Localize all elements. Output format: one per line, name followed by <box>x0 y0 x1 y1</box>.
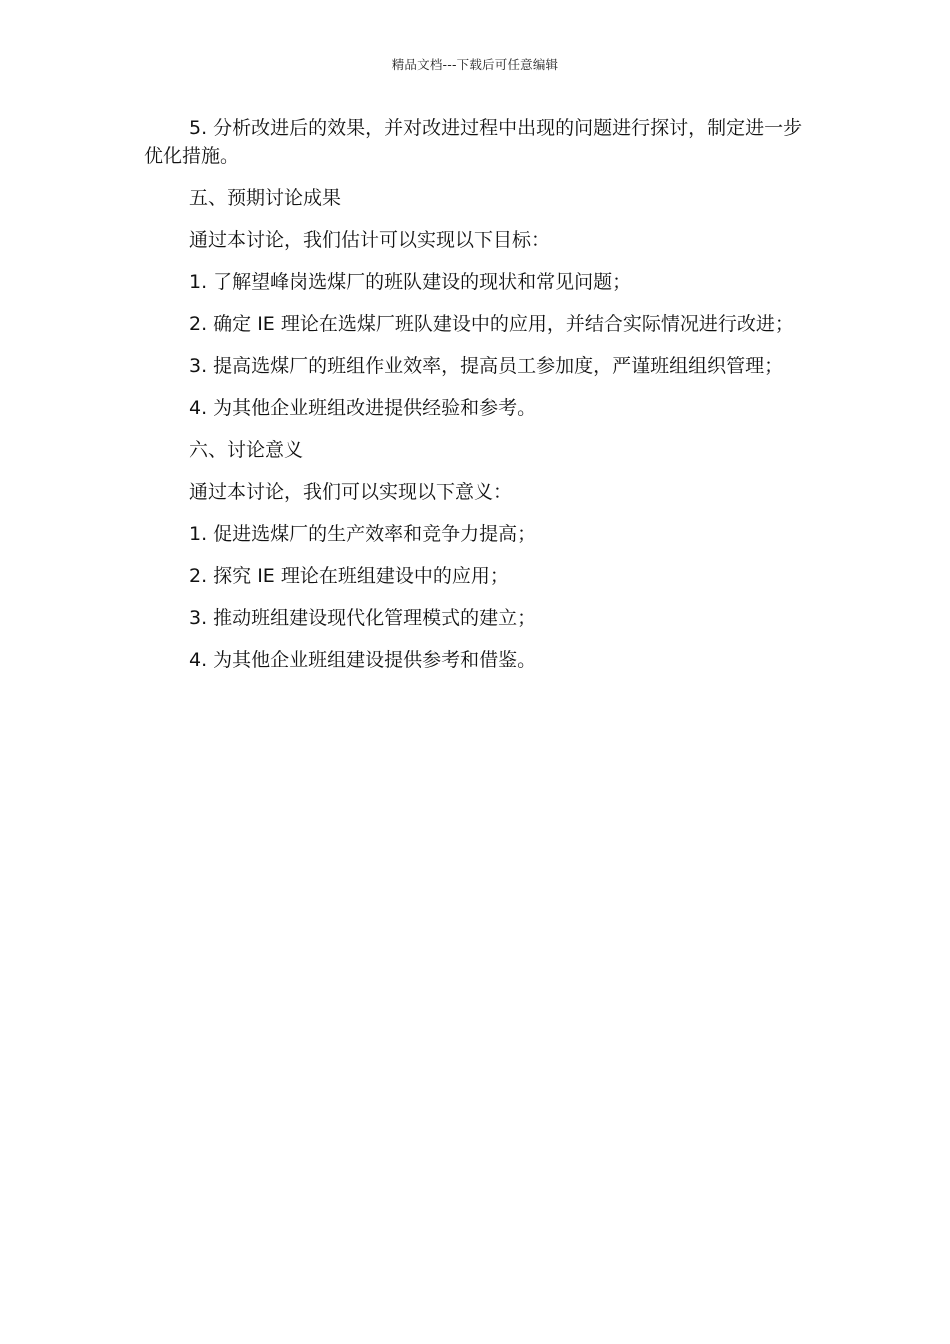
paragraph-significance-intro: 通过本讨论，我们可以实现以下意义： <box>189 481 513 503</box>
goal-item-3: 3. 提高选煤厂的班组作业效率，提高员工参加度，严谨班组组织管理； <box>189 355 784 377</box>
significance-item-2: 2. 探究 IE 理论在班组建设中的应用； <box>189 565 509 587</box>
page-header: 精品文档---下载后可任意编辑 <box>391 57 559 72</box>
section-heading-significance: 六、讨论意义 <box>189 439 304 461</box>
significance-item-3: 3. 推动班组建设现代化管理模式的建立； <box>189 607 537 629</box>
significance-item-1: 1. 促进选煤厂的生产效率和竞争力提高； <box>189 523 537 545</box>
goal-item-4: 4. 为其他企业班组改进提供经验和参考。 <box>189 397 537 419</box>
goal-item-2: 2. 确定 IE 理论在选煤厂班队建设中的应用，并结合实际情况进行改进； <box>189 313 794 335</box>
paragraph-item-5-analysis: 5. 分析改进后的效果，并对改进过程中出现的问题进行探讨，制定进一步优化措施。 <box>144 117 803 167</box>
document-body <box>144 114 806 674</box>
paragraph-goals-intro: 通过本讨论，我们估计可以实现以下目标： <box>189 229 551 251</box>
section-heading-expected-results: 五、预期讨论成果 <box>189 187 342 209</box>
significance-item-4: 4. 为其他企业班组建设提供参考和借鉴。 <box>189 649 537 671</box>
goal-item-1: 1. 了解望峰岗选煤厂的班队建设的现状和常见问题； <box>189 271 632 293</box>
